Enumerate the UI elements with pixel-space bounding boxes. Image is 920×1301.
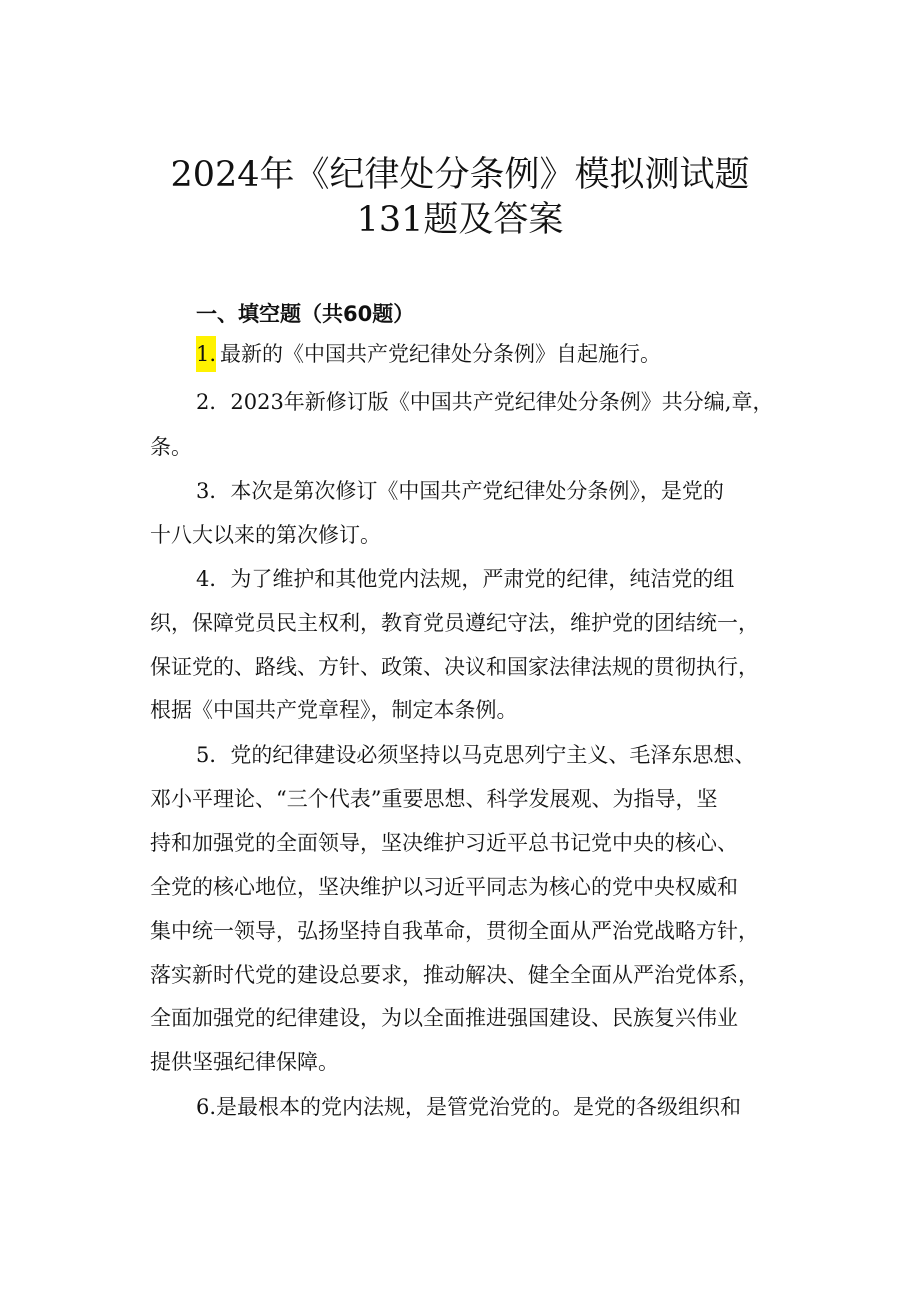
question-line: 保证党的、路线、方针、政策、决议和国家法律法规的贯彻执行， [150,655,759,679]
question-1-number [196,344,216,365]
question-line: 全面加强党的纪律建设，为以全面推进强国建设、民族复兴伟业 [150,1006,738,1030]
question-line: 最新的《中国共产党纪律处分条例》自起施行。 [220,342,661,366]
question-line: 根据《中国共产党章程》，制定本条例。 [150,698,518,722]
question-line: 提供坚强纪律保障。 [150,1050,339,1074]
question-line: 十八大以来的第次修订。 [150,523,381,547]
question-line: 落实新时代党的建设总要求，推动解决、健全全面从严治党体系， [150,963,759,987]
highlight-marker: 1. [196,336,216,372]
question-line: 织，保障党员民主权利，教育党员遵纪守法，维护党的团结统一， [150,611,759,635]
document-title-line-1: 2024年《纪律处分条例》模拟测试题 [170,155,750,195]
question-line: 邓小平理论、“三个代表”重要思想、科学发展观、为指导，坚 [150,787,718,811]
question-line: 4．为了维护和其他党内法规，严肃党的纪律，纯洁党的组 [196,567,735,591]
question-line: 6.是最根本的党内法规，是管党治党的。是党的各级组织和 [196,1095,742,1119]
question-line: 集中统一领导，弘扬坚持自我革命，贯彻全面从严治党战略方针， [150,919,759,943]
question-line: 3．本次是第次修订《中国共产党纪律处分条例》，是党的 [196,479,724,503]
question-line: 持和加强党的全面领导，坚决维护习近平总书记党中央的核心、 [150,831,738,855]
question-line: 2．2023年新修订版《中国共产党纪律处分条例》共分编,章， [196,390,774,414]
question-line: 条。 [150,435,192,459]
question-line: 全党的核心地位，坚决维护以习近平同志为核心的党中央权威和 [150,875,738,899]
section-heading: 一、填空题（共60题） [196,302,415,326]
document-title-line-2: 131题及答案 [356,200,564,240]
question-line: 5．党的纪律建设必须坚持以马克思列宁主义、毛泽东思想、 [196,743,756,767]
